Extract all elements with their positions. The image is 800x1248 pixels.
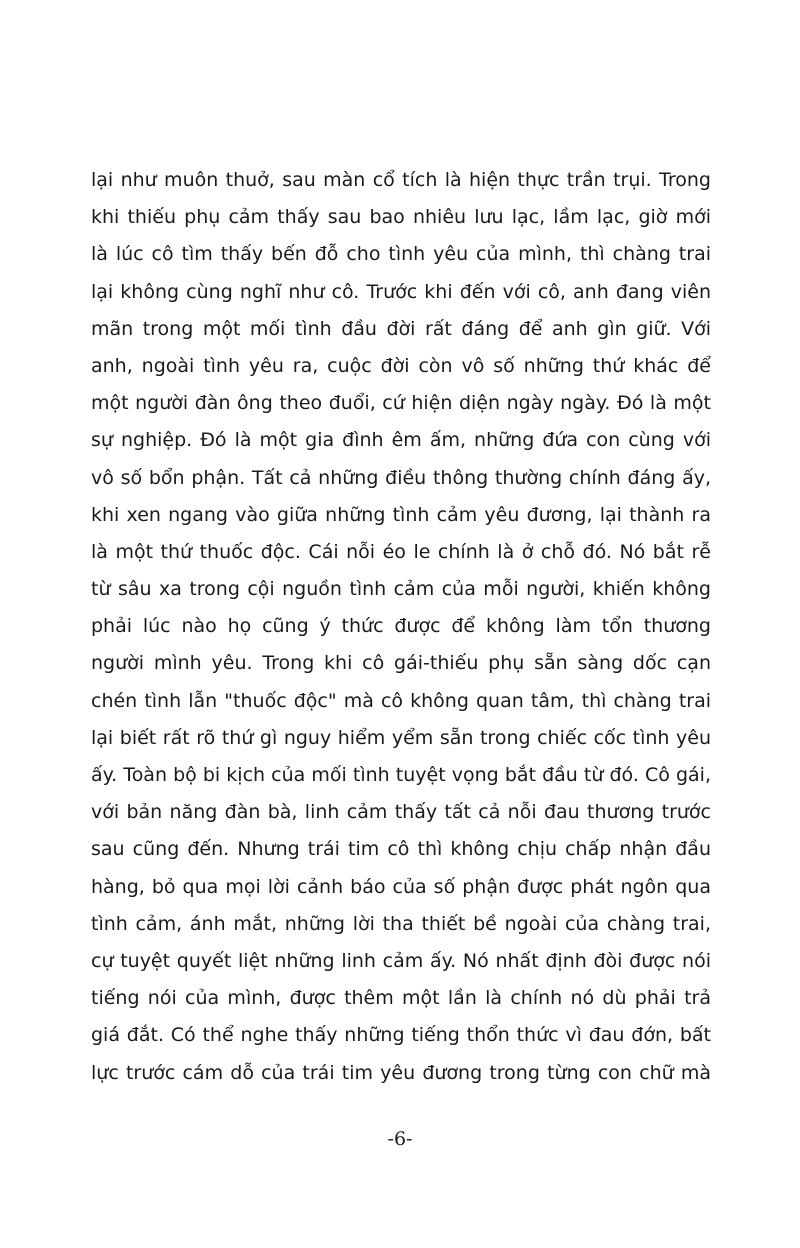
text-line: là một thứ thuốc độc. Cái nỗi éo le chính là ở chỗ đó. Nó bắt rễ — [91, 540, 711, 563]
text-line: với bản năng đàn bà, linh cảm thấy tất cả nỗi đau thương trước — [91, 801, 711, 824]
text-line: chén tình lẫn "thuốc độc" mà cô không quan tâm, thì chàng trai — [91, 689, 711, 712]
text-line: tiếng nói của mình, được thêm một lần là chính nó dù phải trả — [91, 987, 711, 1010]
text-line: tình cảm, ánh mắt, những lời tha thiết bề ngoài của chàng trai, — [91, 912, 711, 935]
text-line: người mình yêu. Trong khi cô gái-thiếu phụ sẵn sàng dốc cạn — [91, 652, 711, 675]
text-line: mãn trong một mối tình đầu đời rất đáng để anh gìn giữ. Với — [91, 317, 711, 340]
text-line: phải lúc nào họ cũng ý thức được để không làm tổn thương — [91, 615, 711, 638]
text-line: giá đắt. Có thể nghe thấy những tiếng thổn thức vì đau đớn, bất — [91, 1024, 711, 1047]
text-line: lực trước cám dỗ của trái tim yêu đương trong từng con chữ mà — [91, 1061, 711, 1084]
text-line: từ sâu xa trong cội nguồn tình cảm của mỗi người, khiến không — [91, 578, 711, 601]
text-line: lại như muôn thuở, sau màn cổ tích là hiện thực trần trụi. Trong — [91, 169, 711, 191]
page-number: -6- — [387, 1128, 413, 1150]
text-line: cự tuyệt quyết liệt những linh cảm ấy. Nó nhất định đòi được nói — [91, 949, 711, 972]
text-line: sau cũng đến. Nhưng trái tim cô thì không chịu chấp nhận đầu — [91, 838, 711, 861]
text-line: khi xen ngang vào giữa những tình cảm yêu đương, lại thành ra — [91, 503, 711, 526]
text-line: sự nghiệp. Đó là một gia đình êm ấm, những đứa con cùng với — [91, 429, 711, 452]
text-line: khi thiếu phụ cảm thấy sau bao nhiêu lưu lạc, lầm lạc, giờ mới — [91, 206, 711, 229]
text-line: ấy. Toàn bộ bi kịch của mối tình tuyệt vọng bắt đầu từ đó. Cô gái, — [91, 764, 711, 786]
body-text — [91, 162, 711, 1092]
text-line: vô số bổn phận. Tất cả những điều thông thường chính đáng ấy, — [91, 466, 711, 489]
text-line: là lúc cô tìm thấy bến đỗ cho tình yêu của mình, thì chàng trai — [91, 243, 711, 266]
text-line: lại không cùng nghĩ như cô. Trước khi đến với cô, anh đang viên — [91, 280, 711, 303]
text-line: hàng, bỏ qua mọi lời cảnh báo của số phận được phát ngôn qua — [91, 875, 711, 898]
text-line: anh, ngoài tình yêu ra, cuộc đời còn vô số những thứ khác để — [91, 354, 711, 377]
text-line: lại biết rất rõ thứ gì nguy hiểm yểm sẵn trong chiếc cốc tình yêu — [91, 726, 711, 749]
text-line: một người đàn ông theo đuổi, cứ hiện diện ngày ngày. Đó là một — [91, 392, 711, 415]
